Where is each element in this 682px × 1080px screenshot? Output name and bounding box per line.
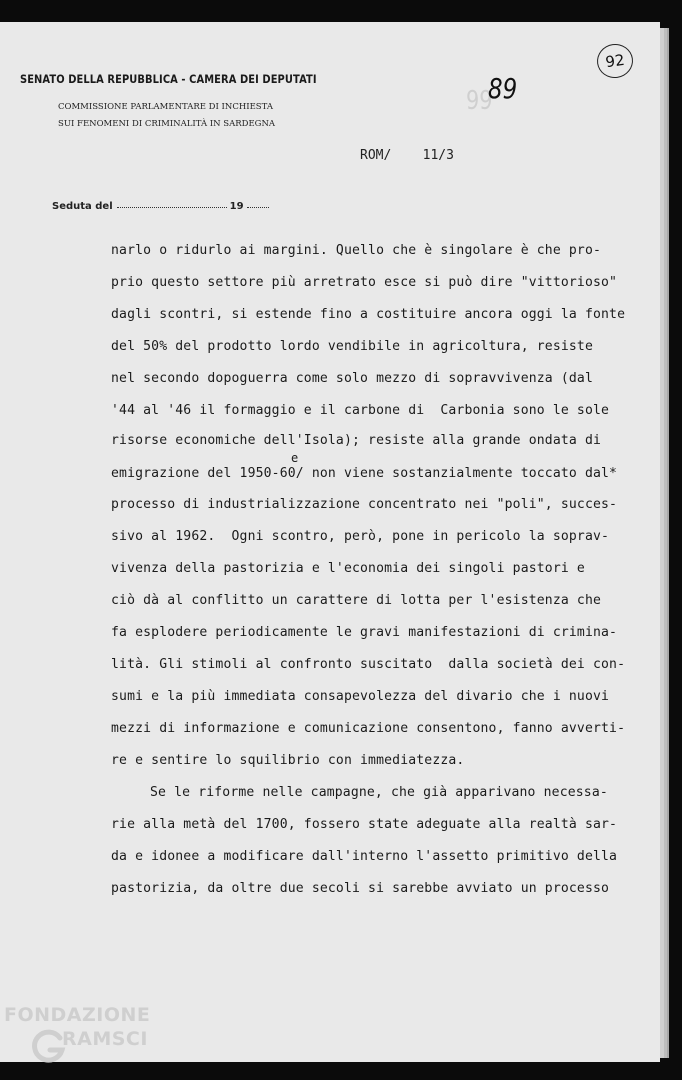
text-line: narlo o ridurlo ai margini. Quello che è singolare è che pro- [111, 243, 602, 258]
session-year: 19 [229, 201, 244, 212]
text-line: ciò dà al conflitto un carattere di lotta per l'esistenza che [111, 593, 602, 608]
text-line: sivo al 1962. Ogni scontro, però, pone in pericolo la soprav- [111, 529, 610, 544]
text-line: pastorizia, da oltre due secoli si sarebbe avviato un processo [111, 881, 610, 896]
text-line: rie alla metà del 1700, fossero state adeguate alla realtà sar- [111, 817, 618, 832]
watermark-line1: FONDAZIONE [4, 1004, 151, 1026]
watermark-g-logo-icon [30, 1028, 66, 1064]
institution-header: SENATO DELLA REPUBBLICA - CAMERA DEI DEPUTATI [20, 72, 317, 86]
fondazione-gramsci-watermark [4, 1004, 174, 1074]
text-line: sumi e la più immediata consapevolezza del divario che i nuovi [111, 689, 610, 704]
circled-folio-number: 92 [595, 42, 635, 81]
text-line: lità. Gli stimoli al confronto suscitato dalla società dei con- [111, 657, 626, 672]
commission-name-line1: COMMISSIONE PARLAMENTARE DI INCHIESTA [58, 102, 273, 112]
text-line: da e idonee a modificare dall'interno l'assetto primitivo della [111, 849, 618, 864]
text-line: dagli scontri, si estende fino a costituire ancora oggi la fonte [111, 307, 626, 322]
text-line: emigrazione del 1950-60/ non viene sostanzialmente toccato dal* [111, 466, 618, 481]
handwritten-page-number: 89 [488, 72, 518, 105]
text-line: '44 al '46 il formaggio e il carbone di Carbonia sono le sole [111, 403, 610, 418]
watermark-line2: RAMSCI [62, 1028, 148, 1050]
text-line: processo di industrializzazione concentrato nei "poli", succes- [111, 497, 618, 512]
handwritten-insertion: e [291, 451, 299, 465]
text-line: vivenza della pastorizia e l'economia dei singoli pastori e [111, 561, 585, 576]
faint-page-number: 99 [466, 86, 493, 116]
text-line: nel secondo dopoguerra come solo mezzo di sopravvivenza (dal [111, 371, 593, 386]
text-line: del 50% del prodotto lordo vendibile in agricoltura, resiste [111, 339, 593, 354]
commission-name-line2: SUI FENOMENI DI CRIMINALITÀ IN SARDEGNA [58, 119, 276, 129]
session-label: Seduta del [52, 201, 113, 212]
text-line: risorse economiche dell'Isola); resiste alla grande ondata di [111, 433, 602, 448]
text-line: mezzi di informazione e comunicazione consentono, fanno avverti- [111, 721, 626, 736]
text-line: fa esplodere periodicamente le gravi manifestazioni di crimina- [111, 625, 618, 640]
reference-code: ROM/ 11/3 [360, 148, 454, 163]
text-line: re e sentire lo squilibrio con immediatezza. [111, 753, 465, 768]
text-line: prio questo settore più arretrato esce si può dire "vittorioso" [111, 275, 618, 290]
page-stack-edge [667, 28, 669, 1058]
text-line: Se le riforme nelle campagne, che già apparivano necessa- [150, 785, 608, 800]
